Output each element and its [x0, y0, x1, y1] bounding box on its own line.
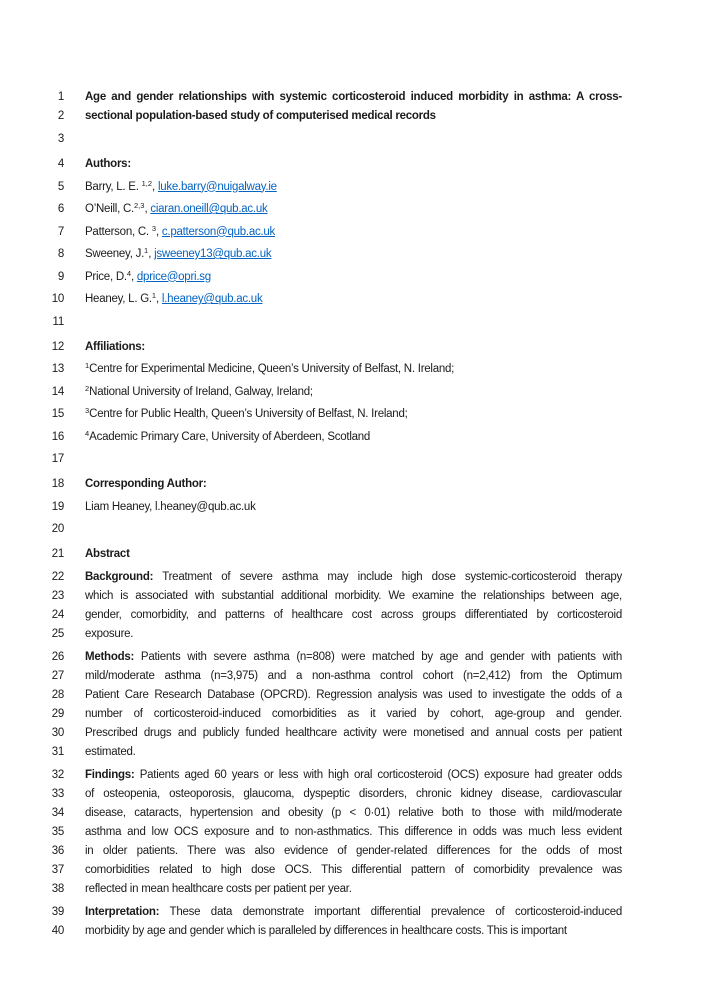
line-text-content: sectional population-based study of computerised medical records	[85, 110, 436, 122]
line-text	[85, 223, 622, 242]
author-name: Barry, L. E.	[85, 180, 142, 193]
line-number: 40	[51, 924, 64, 937]
line-text	[85, 686, 622, 705]
line-text	[85, 705, 622, 724]
line-number: 36	[51, 844, 64, 857]
affiliation-text: Centre for Public Health, Queen’s University of Belfast, N. Ireland;	[89, 408, 408, 420]
manuscript-line	[40, 107, 687, 126]
line-text-content: Liam Heaney, l.heaney@qub.ac.uk	[85, 500, 256, 513]
line-text	[85, 290, 622, 309]
manuscript-line	[40, 880, 687, 899]
manuscript-line	[40, 178, 687, 197]
line-text	[85, 383, 622, 402]
line-number: 3	[57, 133, 64, 145]
line-number: 8	[57, 248, 64, 260]
manuscript-line	[40, 842, 687, 861]
manuscript-line	[40, 648, 687, 667]
line-text-content: Patients with severe asthma (n=808) were matched by age and gender with patients with	[134, 650, 622, 663]
manuscript-line	[40, 705, 687, 724]
author-name: Sweeney, J.	[85, 248, 145, 260]
manuscript-line	[40, 625, 687, 644]
line-text-content: which is associated with substantial additional morbidity. We examine the relationships between age,	[85, 589, 622, 602]
line-text	[85, 545, 622, 564]
line-number: 12	[51, 340, 64, 353]
line-text	[85, 268, 622, 287]
line-text-content: disease, cataracts, hypertension and obesity (p < 0·01) relative both to those with mild/moderate	[85, 806, 622, 819]
line-text-content: in older patients. There was also evidence of gender-related differences for the odds of most	[85, 844, 622, 857]
line-number: 5	[57, 180, 64, 193]
line-number: 1	[57, 91, 64, 103]
line-text-content: reflected in mean healthcare costs per patient per year.	[85, 882, 352, 895]
line-text	[85, 823, 622, 842]
line-number: 2	[57, 110, 64, 122]
line-text-content: Treatment of severe asthma may include high dose systemic-corticosteroid therapy	[153, 570, 622, 583]
line-text	[85, 903, 622, 922]
line-text	[85, 338, 622, 357]
manuscript-line	[40, 520, 687, 539]
manuscript-line	[40, 686, 687, 705]
line-number: 7	[57, 225, 64, 238]
author-name: Patterson, C.	[85, 225, 152, 238]
line-text	[85, 922, 622, 941]
line-text	[85, 107, 622, 126]
line-text	[85, 587, 622, 606]
line-number: 15	[51, 408, 64, 420]
line-text	[85, 804, 622, 823]
section-heading: Authors:	[85, 158, 131, 170]
manuscript-line	[40, 130, 687, 149]
manuscript-line	[40, 903, 687, 922]
affiliation-superscript: 1	[151, 291, 157, 300]
manuscript-line	[40, 568, 687, 587]
author-separator: ,	[144, 203, 151, 215]
line-text-content: number of corticosteroid-induced comorbidities as it varied by cohort, age-group and gender.	[85, 707, 622, 720]
author-separator: ,	[155, 225, 162, 238]
line-text-content: Patients aged 60 years or less with high oral corticosteroid (OCS) exposure had greater odds	[134, 768, 622, 781]
manuscript-line	[40, 338, 687, 357]
line-number: 28	[51, 688, 64, 701]
line-text-content: Age and gender relationships with systemic corticosteroid induced morbidity in asthma: A cross-	[85, 91, 622, 103]
line-text	[85, 498, 622, 517]
author-separator: ,	[131, 270, 137, 283]
line-text-content: estimated.	[85, 745, 136, 758]
manuscript-body	[40, 88, 687, 941]
line-text-content: of osteopenia, osteoporosis, glaucoma, dyspeptic disorders, chronic kidney disease, cardiovascular	[85, 787, 622, 800]
line-text-content: mild/moderate asthma (n=3,975) and a non-asthma control cohort (n=2,412) from the Optimum	[85, 669, 622, 682]
affiliation-superscript: 1	[85, 361, 90, 370]
line-text	[85, 606, 622, 625]
manuscript-line	[40, 785, 687, 804]
line-number: 14	[51, 385, 64, 398]
line-text	[85, 200, 622, 219]
manuscript-line	[40, 313, 687, 332]
line-number: 11	[52, 315, 64, 328]
line-number: 26	[51, 650, 64, 663]
line-number: 34	[51, 806, 64, 819]
manuscript-line	[40, 498, 687, 517]
email-link[interactable]: luke.barry@nuigalway.ie	[157, 180, 277, 193]
author-separator: ,	[148, 248, 155, 260]
manuscript-line	[40, 606, 687, 625]
line-number: 13	[51, 363, 64, 375]
manuscript-line	[40, 766, 687, 785]
line-text	[85, 648, 622, 667]
line-number: 6	[57, 203, 64, 215]
line-text	[85, 766, 622, 785]
line-text-content: comorbidities related to high dose OCS. This differential pattern of comorbidity prevalence was	[85, 863, 622, 876]
email-link[interactable]: ciaran.oneill@qub.ac.uk	[150, 203, 268, 215]
line-text	[85, 155, 622, 174]
manuscript-line	[40, 475, 687, 494]
line-number: 24	[51, 608, 64, 621]
line-number: 35	[51, 825, 64, 838]
line-number: 37	[51, 863, 64, 876]
line-number: 4	[57, 158, 64, 170]
line-number: 32	[51, 768, 64, 781]
manuscript-line	[40, 88, 687, 107]
affiliation-text: National University of Ireland, Galway, Ireland;	[89, 385, 313, 398]
email-link[interactable]: l.heaney@qub.ac.uk	[161, 293, 263, 305]
line-text	[85, 88, 622, 107]
manuscript-line	[40, 804, 687, 823]
manuscript-line	[40, 922, 687, 941]
section-heading: Corresponding Author:	[85, 478, 207, 490]
paragraph-lead: Findings:	[85, 768, 135, 781]
manuscript-line	[40, 223, 687, 242]
line-text-content: gender, comorbidity, and patterns of healthcare cost across groups differentiated by corticosteroid	[85, 608, 622, 621]
line-text	[85, 724, 622, 743]
line-number: 23	[51, 589, 64, 602]
manuscript-line	[40, 667, 687, 686]
line-text	[85, 861, 622, 880]
line-number: 16	[51, 430, 64, 443]
author-separator: ,	[152, 180, 158, 193]
manuscript-line	[40, 450, 687, 469]
email-link[interactable]: dprice@opri.sg	[136, 270, 211, 283]
line-number: 39	[51, 905, 64, 918]
line-number: 22	[51, 570, 64, 583]
line-text	[85, 568, 622, 587]
line-number: 29	[51, 707, 64, 720]
line-text-content: asthma and low OCS exposure and to non-asthmatics. This difference in odds was much less evident	[85, 825, 622, 838]
email-link[interactable]: jsweeney13@qub.ac.uk	[154, 248, 272, 260]
line-number: 38	[51, 882, 64, 895]
line-text	[85, 880, 622, 899]
manuscript-line	[40, 383, 687, 402]
manuscript-line	[40, 743, 687, 762]
manuscript-line	[40, 428, 687, 447]
line-text	[85, 475, 622, 494]
line-number: 9	[57, 270, 64, 283]
manuscript-line	[40, 268, 687, 287]
paragraph-lead: Background:	[85, 570, 154, 583]
line-number: 17	[51, 453, 64, 465]
affiliation-superscript: 4	[85, 428, 90, 438]
line-text	[85, 743, 622, 762]
manuscript-line	[40, 861, 687, 880]
line-number: 30	[51, 726, 64, 739]
affiliation-superscript: 2	[85, 383, 90, 393]
affiliation-superscript: 4	[126, 268, 132, 278]
line-text	[85, 245, 622, 264]
line-number: 18	[51, 478, 64, 490]
manuscript-line	[40, 724, 687, 743]
line-text	[85, 405, 622, 424]
paragraph-lead: Interpretation:	[85, 905, 160, 918]
paragraph-lead: Methods:	[85, 650, 135, 663]
line-text-content: These data demonstrate important differential prevalence of corticosteroid-induced	[159, 905, 622, 918]
author-separator: ,	[156, 293, 162, 305]
manuscript-line	[40, 405, 687, 424]
line-text	[85, 625, 622, 644]
line-text	[85, 360, 622, 379]
line-number: 25	[51, 627, 64, 640]
line-text-content: Patient Care Research Database (OPCRD). Regression analysis was used to investigate the odds of a	[85, 688, 622, 701]
manuscript-line	[40, 245, 687, 264]
line-number: 21	[51, 548, 64, 560]
manuscript-line	[40, 290, 687, 309]
affiliation-superscript: 2,3	[134, 201, 145, 210]
line-number: 31	[51, 745, 64, 758]
line-text-content: Prescribed drugs and publicly funded healthcare activity were monetised and annual costs per patient	[85, 726, 622, 739]
email-link[interactable]: c.patterson@qub.ac.uk	[161, 225, 276, 238]
author-name: O’Neill, C.	[85, 203, 135, 215]
manuscript-line	[40, 155, 687, 174]
line-text	[85, 842, 622, 861]
affiliation-superscript: 3	[151, 223, 156, 233]
affiliation-text: Centre for Experimental Medicine, Queen’s University of Belfast, N. Ireland;	[89, 363, 455, 375]
line-text	[85, 178, 622, 197]
line-text	[85, 667, 622, 686]
line-text	[85, 785, 622, 804]
manuscript-line	[40, 360, 687, 379]
manuscript-line	[40, 545, 687, 564]
affiliation-superscript: 3	[85, 406, 90, 415]
section-heading: Affiliations:	[85, 340, 145, 353]
manuscript-line	[40, 823, 687, 842]
affiliation-text: Academic Primary Care, University of Aberdeen, Scotland	[89, 430, 371, 443]
manuscript-line	[40, 200, 687, 219]
line-number: 10	[51, 293, 64, 305]
affiliation-superscript: 1,2	[141, 178, 153, 188]
manuscript-line	[40, 587, 687, 606]
line-text	[85, 428, 622, 447]
line-text-content: exposure.	[85, 627, 134, 640]
author-name: Heaney, L. G.	[85, 293, 152, 305]
line-number: 33	[51, 787, 64, 800]
line-text-content: morbidity by age and gender which is paralleled by differences in healthcare costs. This is important	[85, 924, 567, 937]
section-heading: Abstract	[85, 548, 130, 560]
line-number: 19	[51, 500, 64, 513]
author-name: Price, D.	[85, 270, 127, 283]
affiliation-superscript: 1	[144, 246, 149, 255]
line-number: 20	[51, 523, 64, 535]
line-number: 27	[51, 669, 64, 682]
